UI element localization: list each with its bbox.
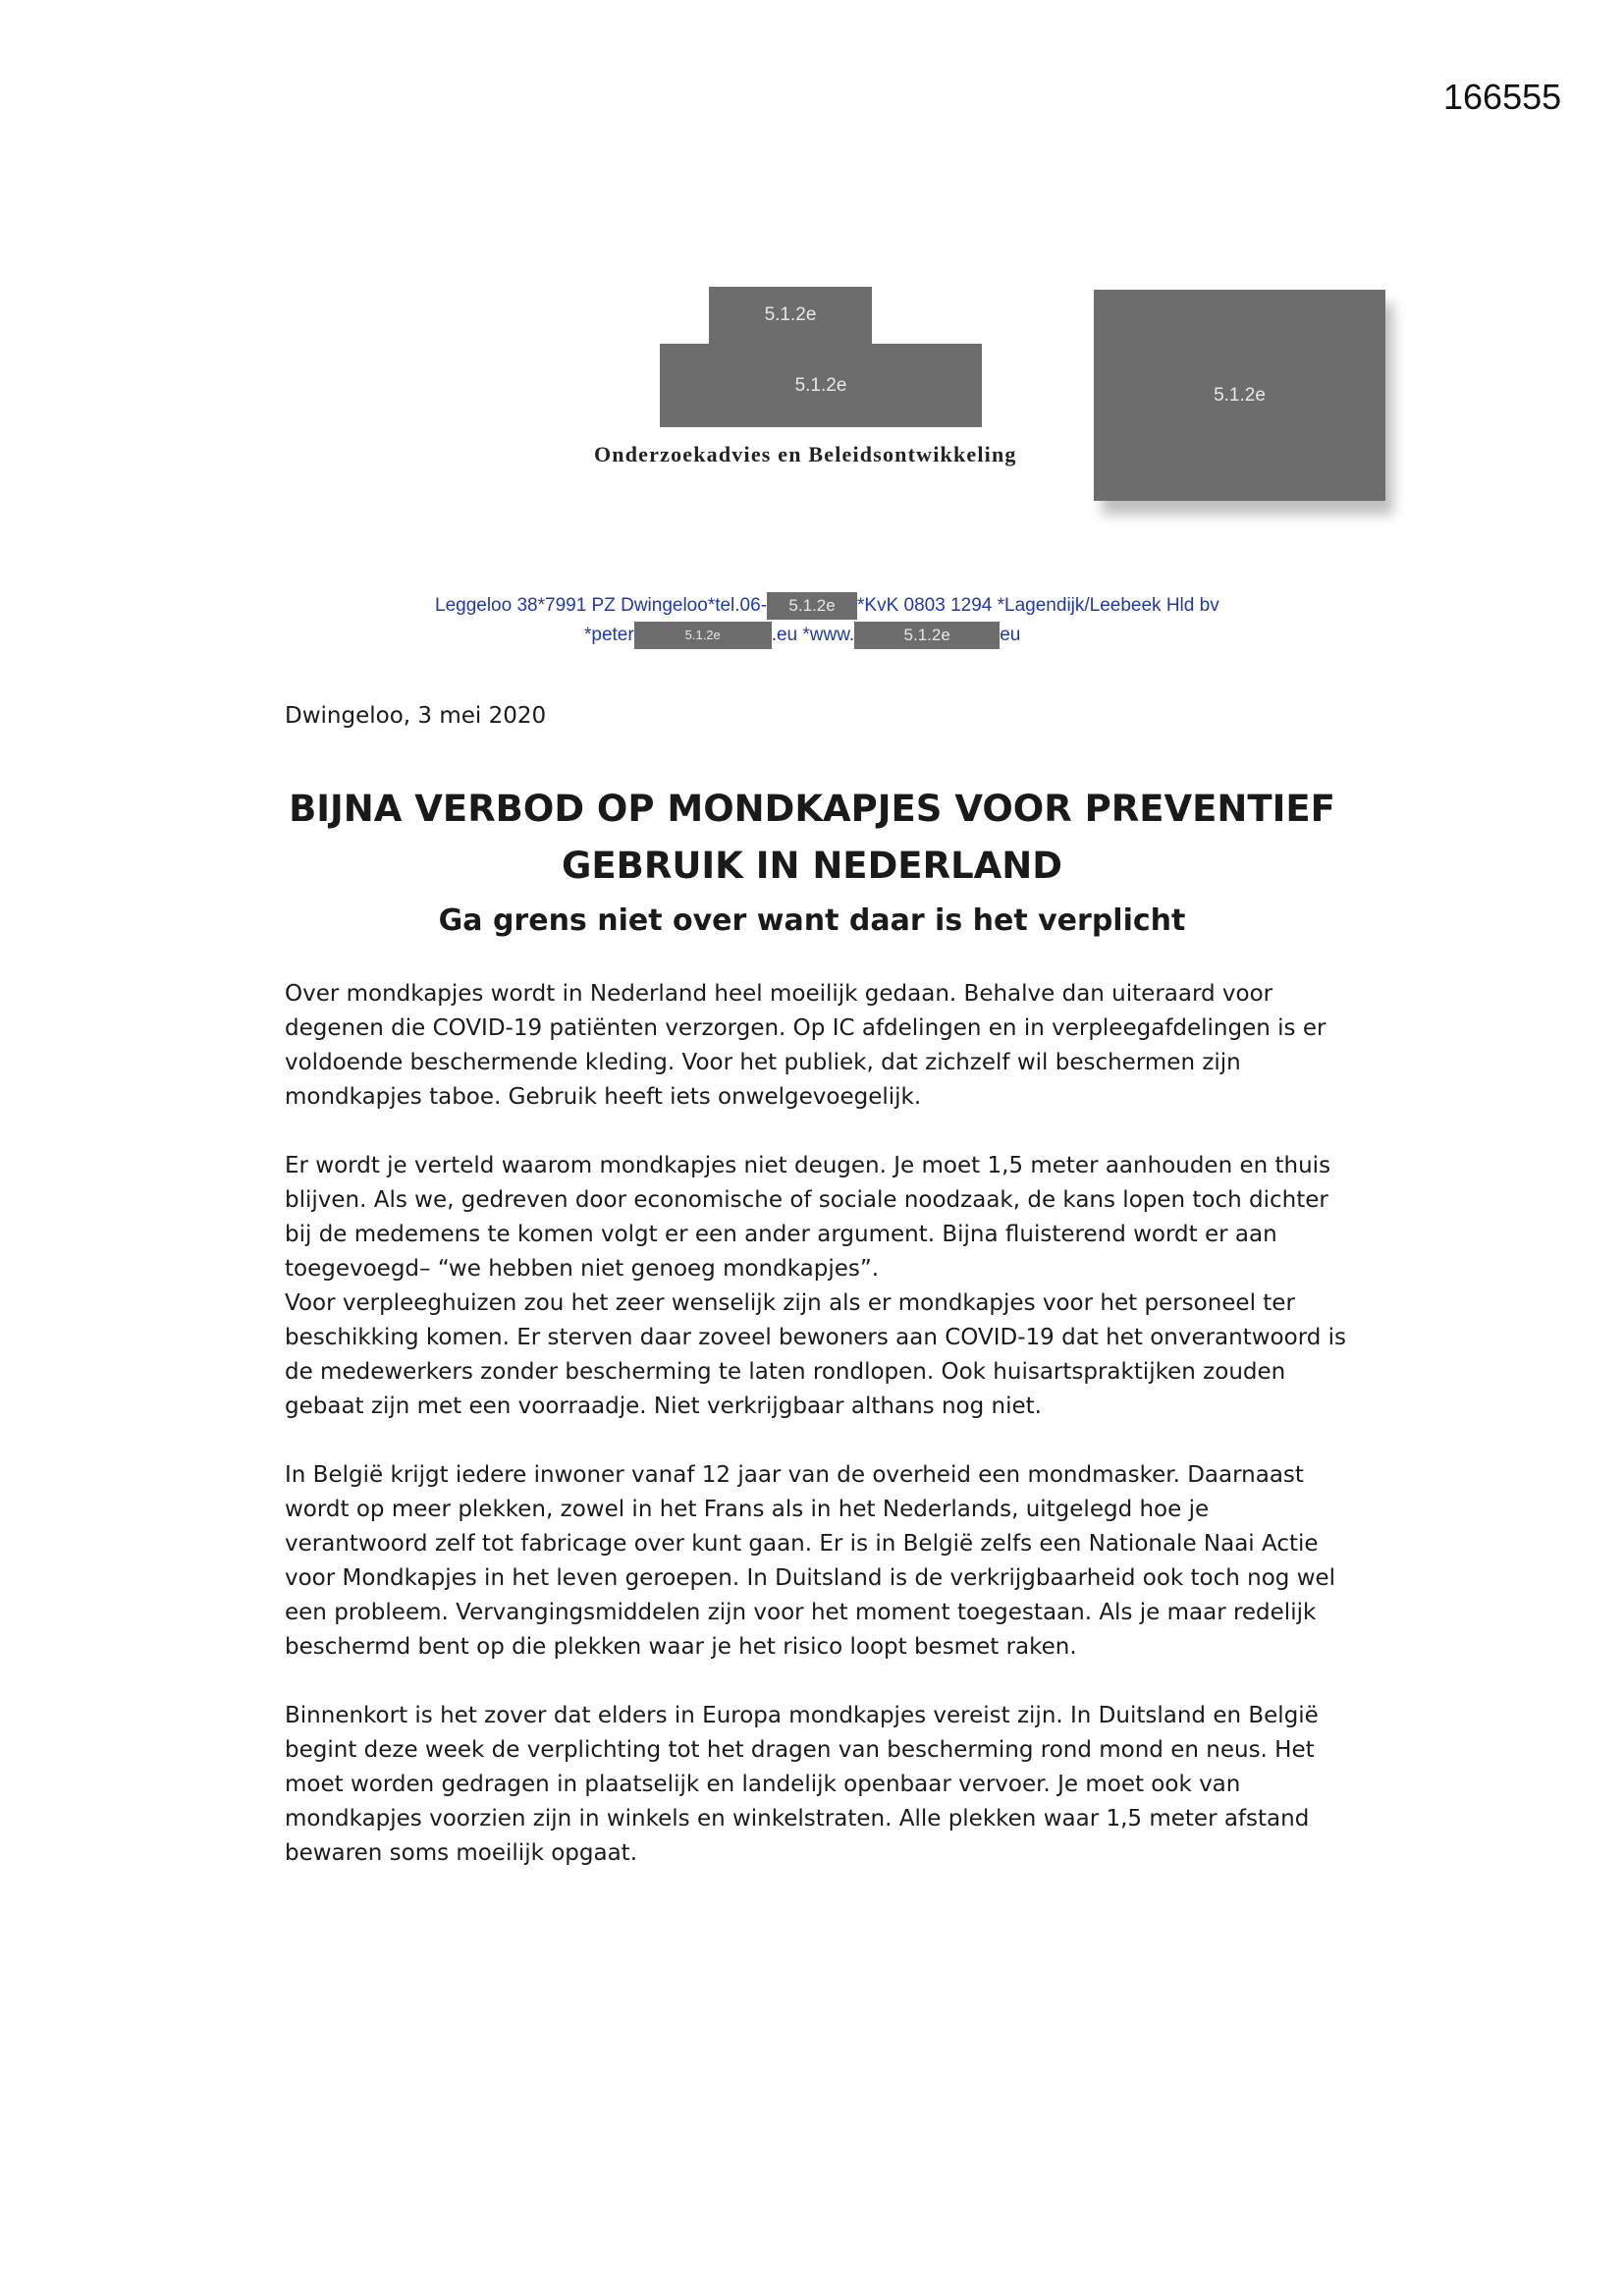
email-website-separator: .eu *www. <box>771 625 855 646</box>
website-suffix: eu <box>1000 625 1021 646</box>
paragraph-4: In België krijgt iedere inwoner vanaf 12 jaar van de overheid een mondmasker. Daarnaast wordt op meer plekken, zowel in het Frans als in het Nederlands, uitgelegd hoe je verantwoord zelf tot fabricage over kunt gaan. Er is in België zelfs een Nationale Naai Actie voor Mondkapjes in het leven geroepen. In Duitsland is de verkrijgbaarheid ook toch nog wel een probleem. Vervangingsmiddelen zijn voor het moment toegestaan. Als je maar redelijk beschermd bent op die plekken waar je het risico loopt besmet raken. <box>285 1462 1336 1660</box>
date-line: Dwingeloo, 3 mei 2020 <box>285 703 547 729</box>
paragraph-5: Binnenkort is het zover dat elders in Europa mondkapjes vereist zijn. In Duitsland en België begint deze week de verplichting tot het dragen van bescherming rond mond en neus. Het moet worden gedragen in plaatselijk en landelijk openbaar vervoer. Je moet ook van mondkapjes voorzien zijn in winkels en winkelstraten. Alle plekken waar 1,5 meter afstand bewaren soms moeilijk opgaat. <box>285 1703 1319 1866</box>
redacted-logo-bottom: 5.1.2e <box>660 344 982 427</box>
title-line-2: GEBRUIK IN NEDERLAND <box>562 845 1062 887</box>
paragraph-2: Er wordt je verteld waarom mondkapjes niet deugen. Je moet 1,5 meter aanhouden en thuis blijven. Als we, gedreven door economische of sociale noodzaak, de kans lopen toch dichter bij de medemens te komen volgt er een ander argument. Bijna fluisterend wordt er aan toegevoegd– “we hebben niet genoeg mondkapjes”. <box>285 1153 1331 1282</box>
redacted-phone: 5.1.2e <box>767 592 857 620</box>
article-body <box>285 977 1355 1905</box>
organization-name: Onderzoekadvies en Beleidsontwikkeling <box>594 442 1017 466</box>
paragraph-3: Voor verpleeghuizen zou het zeer wenselijk zijn als er mondkapjes voor het personeel ter beschikking komen. Er sterven daar zoveel bewoners aan COVID-19 dat het onverantwoord is de medewerkers zonder bescherming te laten rondlopen. Ook huisartspraktijken zouden gebaat zijn met een voorraadje. Niet verkrijgbaar althans nog niet. <box>285 1290 1347 1419</box>
redacted-logo-top: 5.1.2e <box>709 287 872 344</box>
address-line-2 <box>584 622 1020 649</box>
paragraph-1: Over mondkapjes wordt in Nederland heel moeilijk gedaan. Behalve dan uiteraard voor degenen die COVID-19 patiënten verzorgen. Op IC afdelingen en in verpleegafdelingen is er voldoende beschermende kleding. Voor het publiek, dat zichzelf wil beschermen zijn mondkapjes taboe. Gebruik heeft iets onwelgevoegelijk. <box>285 981 1326 1110</box>
redacted-logo-right: 5.1.2e <box>1094 290 1385 501</box>
redacted-website: 5.1.2e <box>854 622 1000 649</box>
subtitle: Ga grens niet over want daar is het verplicht <box>438 903 1186 938</box>
redacted-email: 5.1.2e <box>634 622 772 649</box>
address-line-1 <box>435 592 1219 620</box>
address-line-1-start: Leggeloo 38*7991 PZ Dwingeloo*tel.06- <box>435 595 768 617</box>
title-line-1: BIJNA VERBOD OP MONDKAPJES VOOR PREVENTIEF <box>289 788 1335 830</box>
document-number: 166555 <box>1443 77 1562 117</box>
address-line-1-end: *KvK 0803 1294 *Lagendijk/Leebeek Hld bv <box>857 595 1219 617</box>
email-prefix: *peter <box>584 625 634 646</box>
